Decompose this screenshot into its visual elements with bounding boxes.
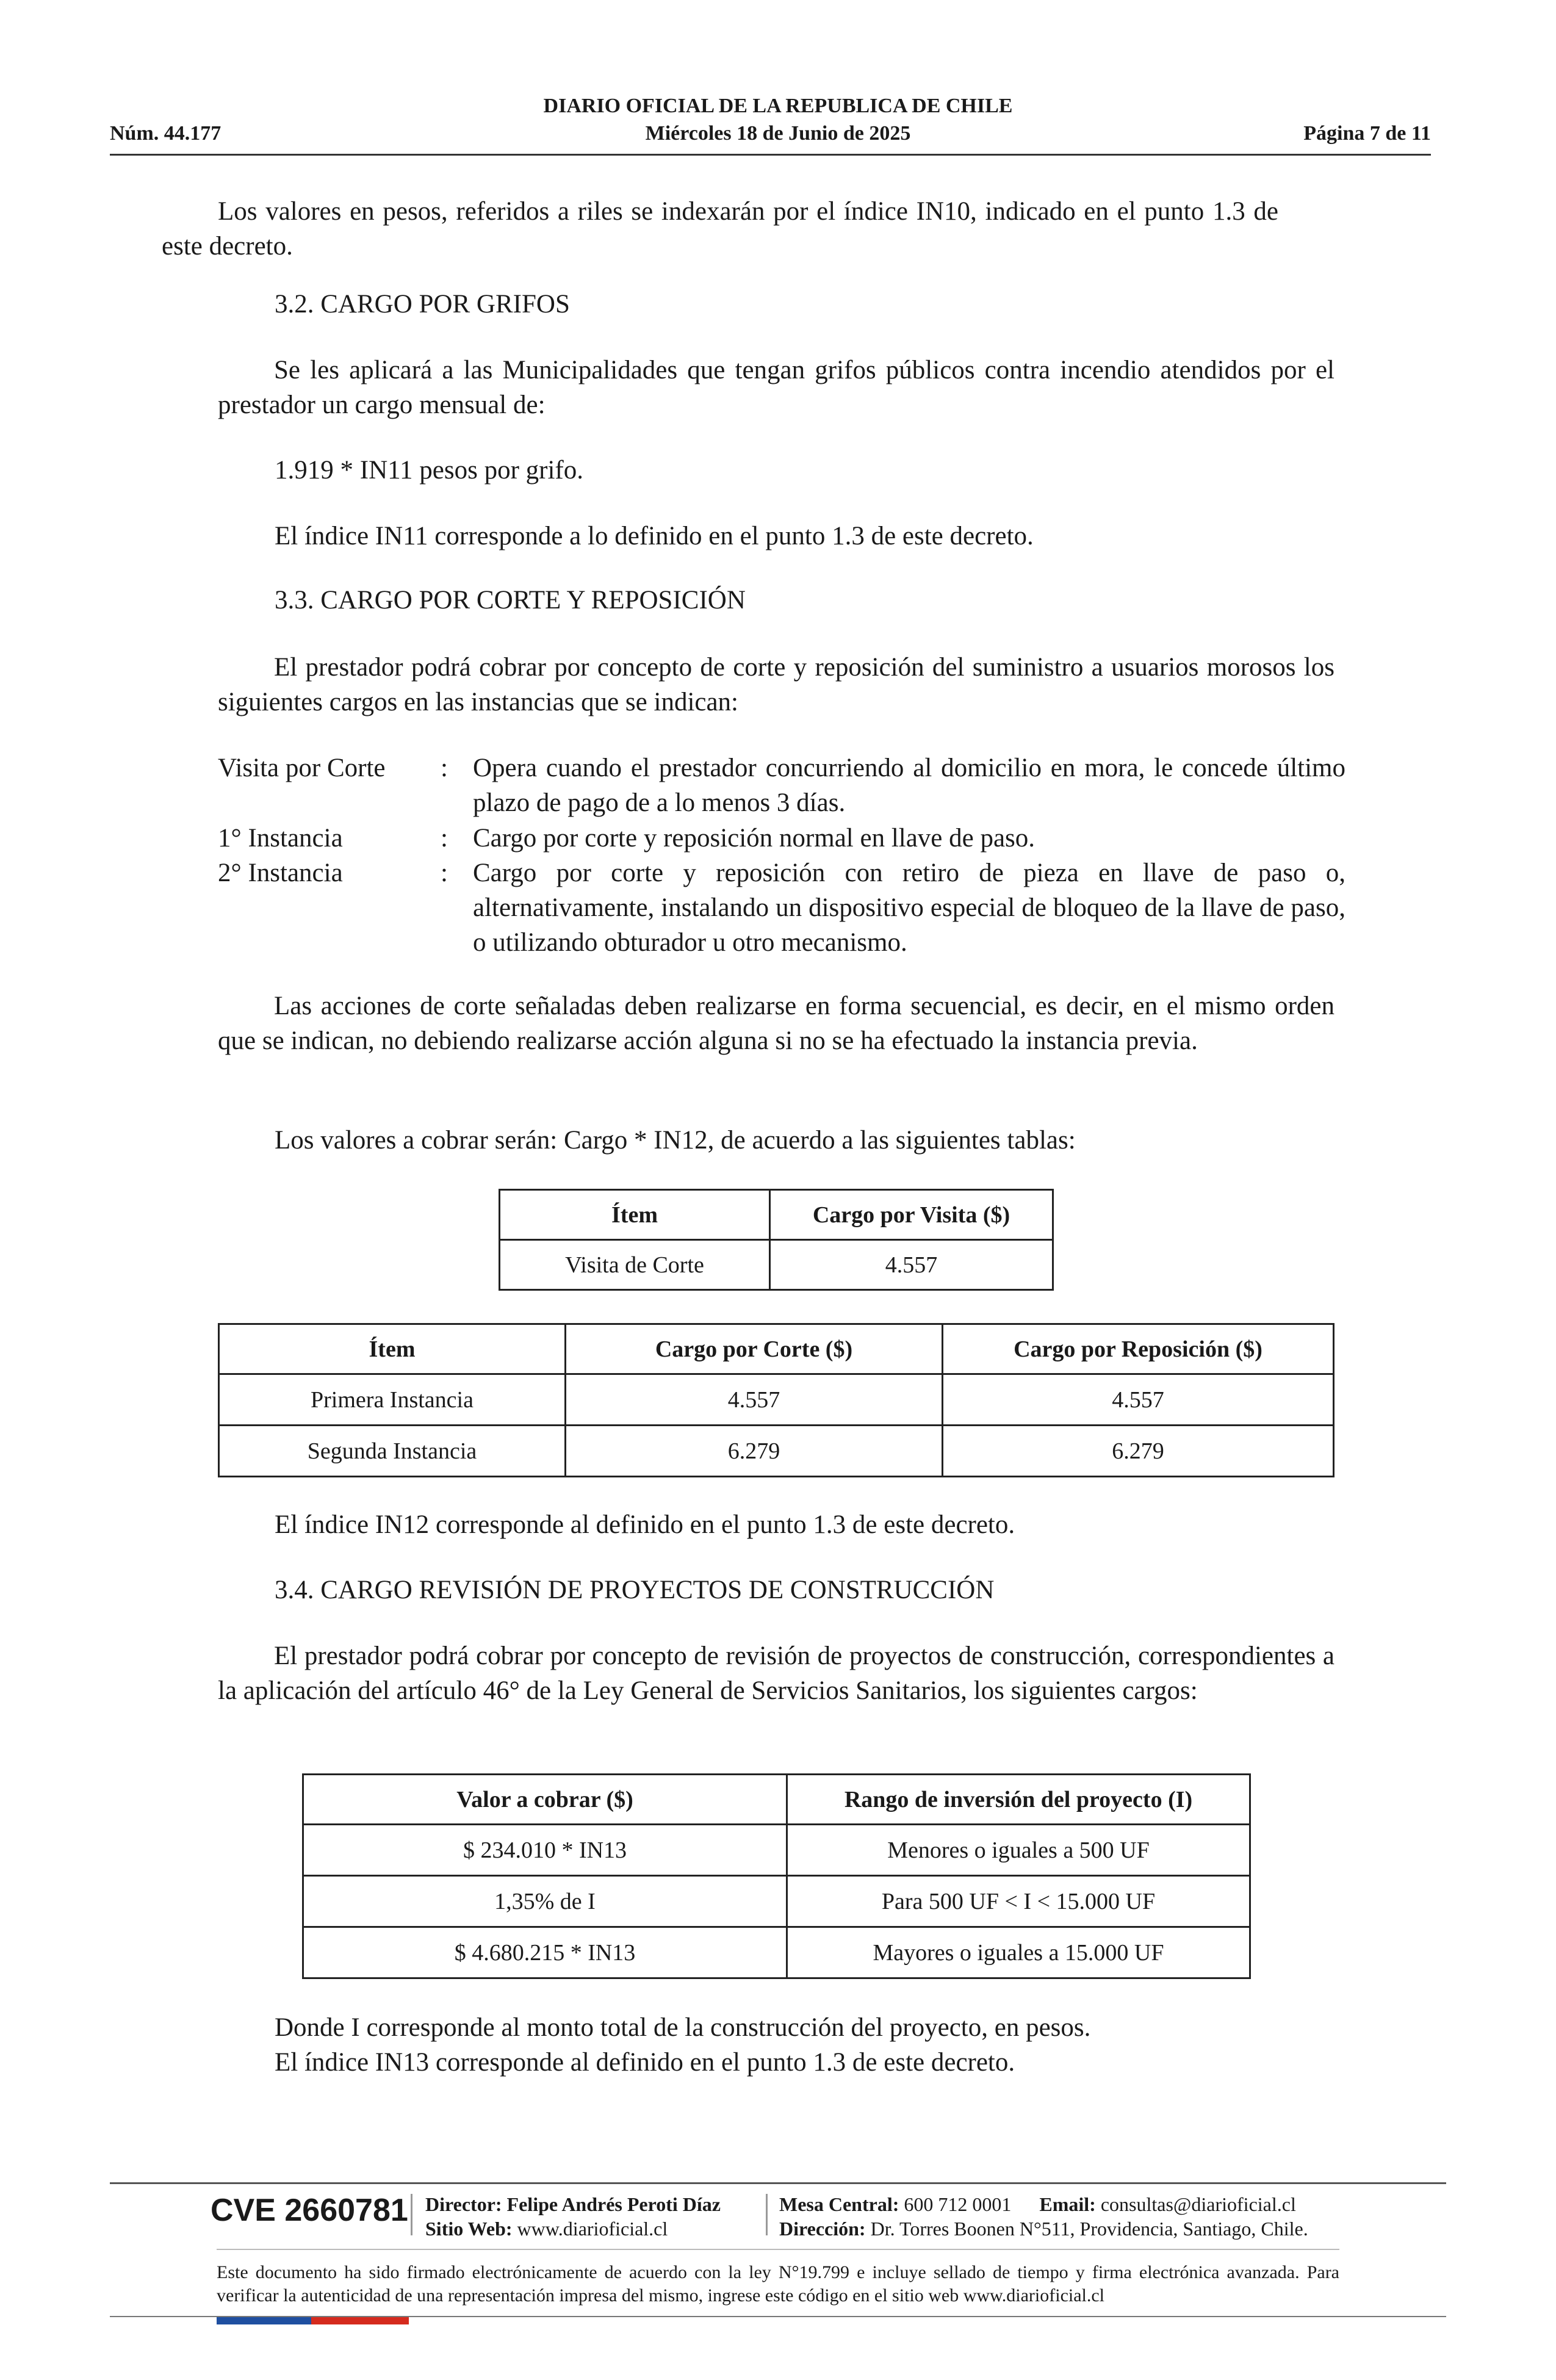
issue-number: Núm. 44.177	[110, 122, 222, 145]
table-visita	[499, 1189, 1054, 1291]
address-line	[779, 2216, 1308, 2241]
footer-divider	[411, 2194, 412, 2235]
mesa-phone: 600 712 0001	[904, 2193, 1012, 2215]
table-cell: 4.557	[770, 1240, 1053, 1290]
table-row	[303, 1825, 1250, 1876]
director-name: Felipe Andrés Peroti Díaz	[506, 2193, 721, 2215]
footer-divider	[766, 2194, 768, 2235]
footer-inner-rule	[217, 2249, 1339, 2250]
table-cell: 4.557	[566, 1374, 943, 1426]
definition-separator: :	[441, 824, 448, 853]
definition-term: Visita por Corte	[218, 754, 386, 782]
legal-notice: Este documento ha sido firmado electrónicamente de acuerdo con la ley N°19.799 e incluye sellado de tiempo y firma electrónica avanzada. Para verificar la autenticidad de una representación impresa del mismo, ingrese este código en el sitio web www.diarioficial.cl	[217, 2262, 1339, 2306]
paragraph-corte: El prestador podrá cobrar por concepto de corte y reposición del suministro a usuarios morosos los siguientes cargos en las instancias que se indican:	[218, 653, 1334, 716]
table-row	[303, 1876, 1250, 1927]
table-cell: Para 500 UF < I < 15.000 UF	[787, 1876, 1250, 1927]
table-header-cell: Cargo por Visita ($)	[770, 1190, 1053, 1240]
paragraph-riles: Los valores en pesos, referidos a riles se indexarán por el índice IN10, indicado en el punto 1.3 de este decreto.	[162, 197, 1278, 261]
paragraph-grifo-charge: 1.919 * IN11 pesos por grifo.	[275, 456, 583, 485]
paragraph-valores: Los valores a cobrar serán: Cargo * IN12, de acuerdo a las siguientes tablas:	[275, 1126, 1076, 1155]
table-instancias	[218, 1323, 1334, 1477]
mesa-line	[779, 2192, 1296, 2216]
table-cell: 6.279	[566, 1426, 943, 1477]
header-rule	[110, 154, 1431, 156]
table-cell: Menores o iguales a 500 UF	[787, 1825, 1250, 1876]
page-number: Página 7 de 11	[1303, 122, 1431, 145]
table-cell: 4.557	[943, 1374, 1334, 1426]
table-cell: $ 234.010 * IN13	[303, 1825, 787, 1876]
table-cell: Visita de Corte	[500, 1240, 770, 1290]
table-header-cell: Cargo por Corte ($)	[566, 1324, 943, 1374]
cve-code: CVE 2660781	[211, 2193, 408, 2228]
footer-rule	[110, 2182, 1446, 2184]
table-row	[500, 1240, 1053, 1290]
paragraph-in11: El índice IN11 corresponde a lo definido en el punto 1.3 de este decreto.	[275, 522, 1034, 550]
email-link[interactable]: consultas@diarioficial.cl	[1100, 2193, 1296, 2215]
site-label: Sitio Web:	[425, 2218, 513, 2240]
section-3-2-title: 3.2. CARGO POR GRIFOS	[275, 290, 570, 319]
table-cell: Mayores o iguales a 15.000 UF	[787, 1927, 1250, 1978]
newspaper-title: DIARIO OFICIAL DE LA REPUBLICA DE CHILE	[543, 95, 1013, 117]
section-3-4-title: 3.4. CARGO REVISIÓN DE PROYECTOS DE CONSTRUCCIÓN	[275, 1576, 995, 1604]
definition-separator: :	[441, 754, 448, 782]
table-row	[303, 1927, 1250, 1978]
definition-description: Cargo por corte y reposición normal en llave de paso.	[473, 824, 1036, 853]
table-cell: 1,35% de I	[303, 1876, 787, 1927]
issue-date: Miércoles 18 de Junio de 2025	[645, 122, 911, 145]
address-label: Dirección:	[779, 2218, 866, 2240]
definition-separator: :	[441, 859, 448, 887]
director-line	[425, 2192, 721, 2216]
definition-term: 1° Instancia	[218, 824, 343, 853]
site-line	[425, 2216, 668, 2241]
table-revision	[302, 1773, 1251, 1979]
paragraph-secuencial: Las acciones de corte señaladas deben realizarse en forma secuencial, es decir, en el mismo orden que se indican, no debiendo realizarse acción alguna si no se ha efectuado la instancia previa.	[218, 992, 1334, 1055]
table-header-cell: Ítem	[500, 1190, 770, 1240]
table-header-cell: Cargo por Reposición ($)	[943, 1324, 1334, 1374]
address-text: Dr. Torres Boonen N°511, Providencia, Santiago, Chile.	[870, 2218, 1308, 2240]
definition-term: 2° Instancia	[218, 859, 343, 887]
paragraph-in13: El índice IN13 corresponde al definido en el punto 1.3 de este decreto.	[275, 2048, 1015, 2077]
table-cell: Primera Instancia	[219, 1374, 566, 1426]
director-label: Director:	[425, 2193, 502, 2215]
definition-description: Cargo por corte y reposición con retiro de pieza en llave de paso o, alternativamente, instalando un dispositivo especial de bloqueo de la llave de paso, o utilizando obturador u otro mecanismo.	[473, 859, 1345, 957]
table-row	[219, 1374, 1334, 1426]
paragraph-in12: El índice IN12 corresponde al definido en el punto 1.3 de este decreto.	[275, 1510, 1015, 1539]
table-cell: $ 4.680.215 * IN13	[303, 1927, 787, 1978]
table-header-cell: Rango de inversión del proyecto (I)	[787, 1775, 1250, 1825]
flag-blue-bar	[217, 2317, 311, 2324]
table-cell: Segunda Instancia	[219, 1426, 566, 1477]
paragraph-revision: El prestador podrá cobrar por concepto de revisión de proyectos de construcción, correspondientes a la aplicación del artículo 46° de la Ley General de Servicios Sanitarios, los siguientes cargos:	[218, 1642, 1334, 1705]
email-label: Email:	[1039, 2193, 1096, 2215]
mesa-label: Mesa Central:	[779, 2193, 899, 2215]
table-header-cell: Ítem	[219, 1324, 566, 1374]
flag-red-bar	[311, 2317, 409, 2324]
paragraph-donde-i: Donde I corresponde al monto total de la construcción del proyecto, en pesos.	[275, 2013, 1091, 2042]
table-cell: 6.279	[943, 1426, 1334, 1477]
definition-description: Opera cuando el prestador concurriendo al domicilio en mora, le concede último plazo de pago de a lo menos 3 días.	[473, 754, 1345, 817]
table-row	[219, 1426, 1334, 1477]
site-link[interactable]: www.diarioficial.cl	[517, 2218, 668, 2240]
paragraph-grifos: Se les aplicará a las Municipalidades que tengan grifos públicos contra incendio atendidos por el prestador un cargo mensual de:	[218, 356, 1334, 419]
table-header-cell: Valor a cobrar ($)	[303, 1775, 787, 1825]
section-3-3-title: 3.3. CARGO POR CORTE Y REPOSICIÓN	[275, 586, 746, 615]
